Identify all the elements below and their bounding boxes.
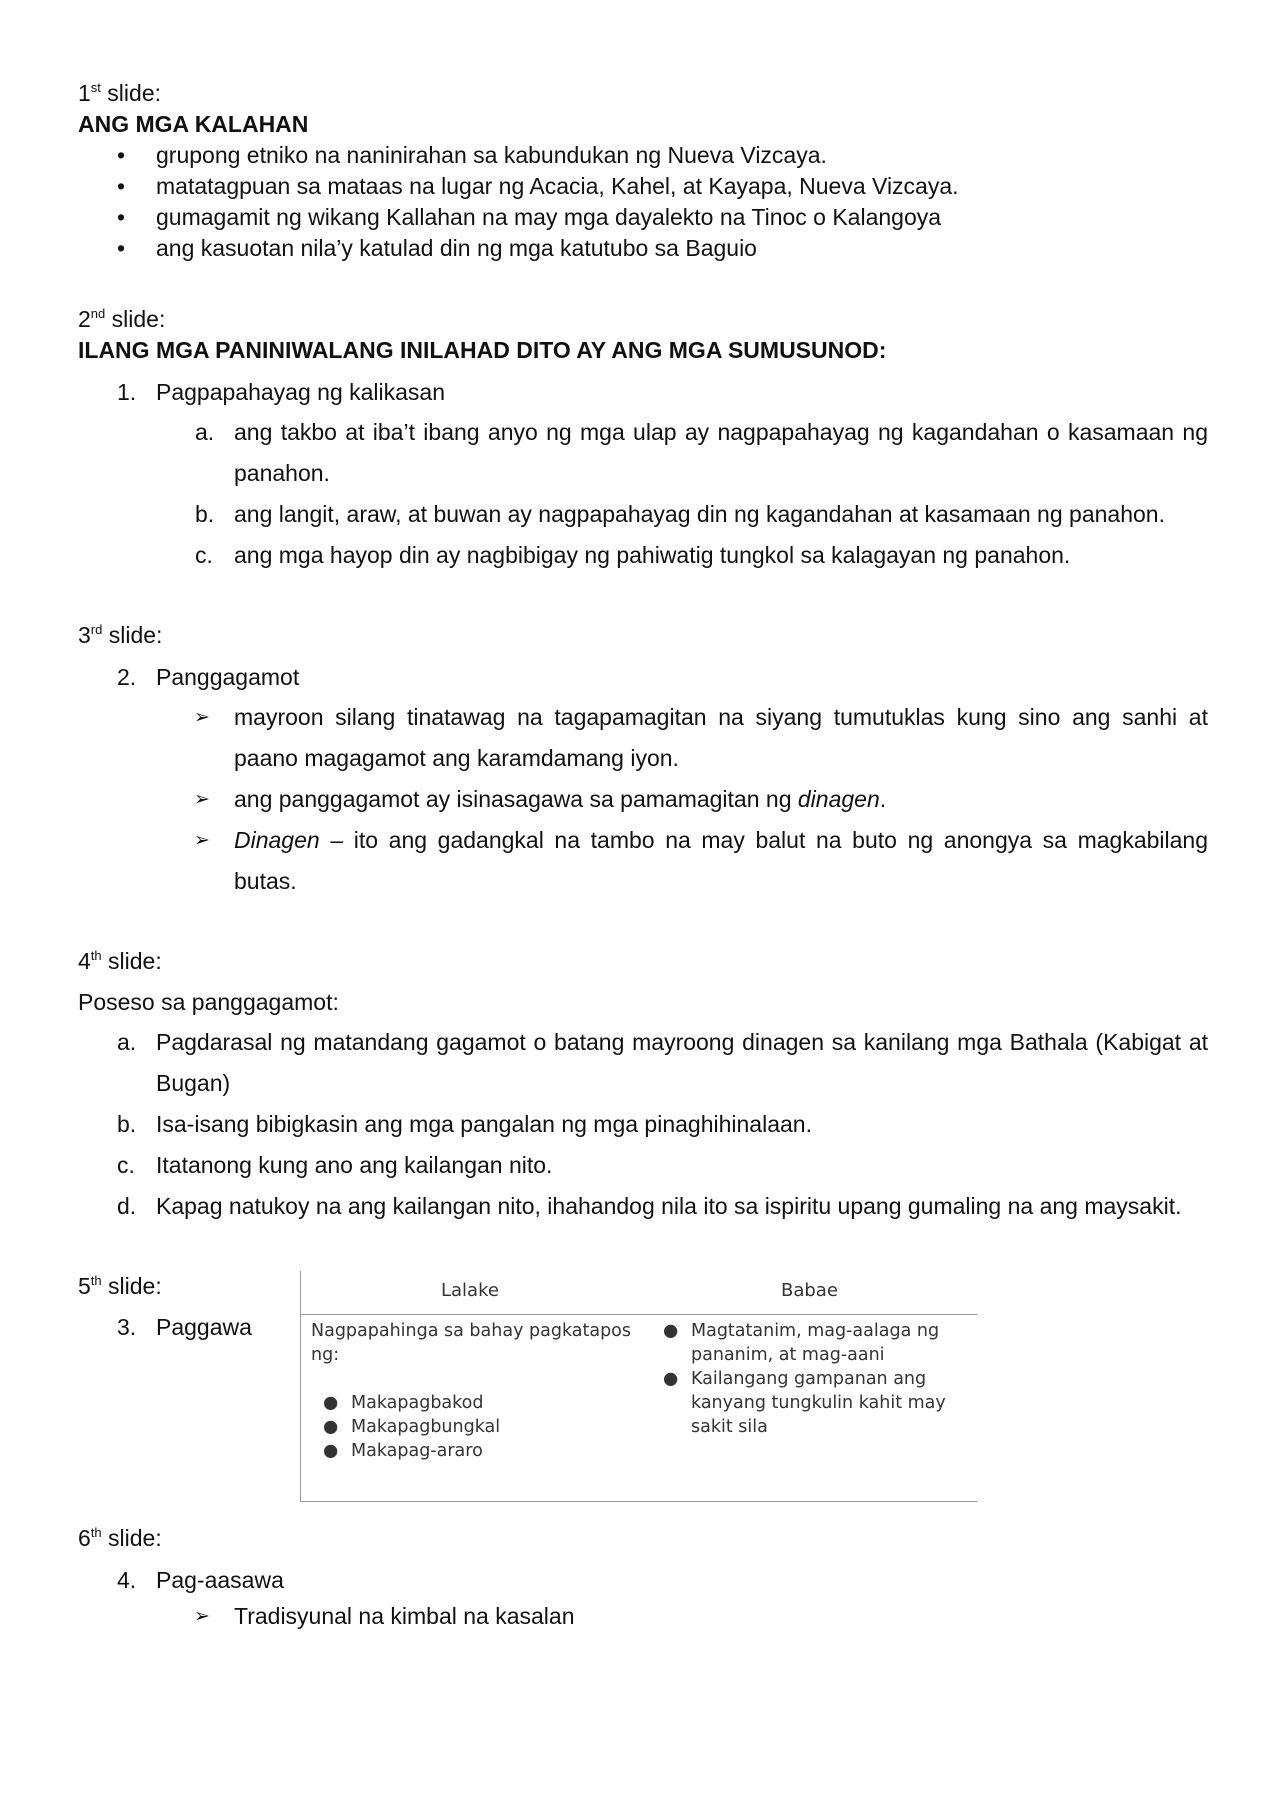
arrow-bullet-icon: ➢ [194,1606,210,1627]
numbered-item-4: 4. Pag-aasawa [117,1567,284,1593]
table-cell-babae [651,1319,971,1439]
list-item: d. Kapag natukoy na ang kailangan nito, ihahandog nila ito sa ispiritu upang gumaling na ang maysakit. [117,1193,1182,1219]
list-item: b. Isa-isang bibigkasin ang mga pangalan ng mga pinaghihinalaan. [117,1111,812,1137]
bullet-icon: ● [323,1417,339,1437]
slide2-sublist [78,412,1208,576]
numbered-item-2: 2. Panggagamot [117,664,300,690]
arrow-bullet-icon: ➢ [194,707,210,728]
list-item: b. ang langit, araw, at buwan ay nagpapahayag din ng kagandahan at kasamaan ng panahon. [195,501,1165,527]
bullet-icon: • [117,173,126,199]
list-item: ● Magtatanim, mag-aalaga ng pananim, at mag-aani [663,1321,940,1365]
list-item: ● Makapagbakod [323,1393,484,1413]
numbered-item-1: 1. Pagpapahayag ng kalikasan [117,379,446,405]
slide1-bullets [78,140,1208,264]
slide-label-1: 1st slide: [78,80,162,106]
list-item: a. ang takbo at iba’t ibang anyo ng mga ulap ay nagpapahayag ng kagandahan o kasamaan ng panahon. [195,419,1208,486]
list-item: ● Makapagbungkal [323,1417,501,1437]
slide6-sublist [78,1596,1208,1637]
work-roles-table [300,1271,977,1502]
slide4-procedure-list [78,1022,1208,1227]
slide-label-4: 4th slide: [78,948,162,974]
slide-label-2: 2nd slide: [78,306,166,332]
list-item: • gumagamit ng wikang Kallahan na may mga dayalekto na Tinoc o Kalangoya [78,202,1208,233]
list-item: • matatagpuan sa mataas na lugar ng Acacia, Kahel, at Kayapa, Nueva Vizcaya. [78,171,1208,202]
slide-label-3: 3rd slide: [78,622,163,648]
table-header-lalake: Lalake [441,1280,499,1301]
bullet-icon: ● [663,1321,679,1341]
bullet-icon: • [117,142,126,168]
document-page [78,78,1208,1637]
list-item: ➢ Dinagen – ito ang gadangkal na tambo na may balut na buto ng anongya sa magkabilang butas. [78,820,1208,902]
bullet-icon: • [117,204,126,230]
slide2-heading: ILANG MGA PANINIWALANG INILAHAD DITO AY ANG MGA SUMUSUNOD: [78,337,887,363]
list-item: ● Makapag-araro [323,1441,483,1461]
list-item: c. Itatanong kung ano ang kailangan nito. [117,1152,553,1178]
arrow-bullet-icon: ➢ [194,830,210,851]
table-header-babae: Babae [781,1280,838,1301]
list-item: ➢ Tradisyunal na kimbal na kasalan [78,1596,1208,1637]
table-divider [301,1314,977,1315]
list-item: ➢ mayroon silang tinatawag na tagapamagitan na siyang tumutuklas kung sino ang sanhi at paano magagamot ang karamdamang iyon. [78,697,1208,779]
slide5-section [78,1271,1208,1515]
list-item: • ang kasuotan nila’y katulad din ng mga katutubo sa Baguio [78,233,1208,264]
numbered-item-3: 3. Paggawa [117,1314,252,1340]
list-item: ➢ ang panggagamot ay isinasagawa sa pamamagitan ng dinagen. [78,779,1208,820]
slide4-intro: Poseso sa panggagamot: [78,989,339,1015]
slide3-sublist [78,697,1208,902]
table-cell-lalake: Nagpapahinga sa bahay pagkatapos ng: ● Makapagbakod ● Makapagbungkal ● Makapag-araro [311,1319,641,1463]
bullet-icon: • [117,235,126,261]
slide1-heading: ANG MGA KALAHAN [78,111,309,137]
list-item: a. Pagdarasal ng matandang gagamot o batang mayroong dinagen sa kanilang mga Bathala (Kabigat at Bugan) [117,1029,1208,1096]
slide-label-5: 5th slide: [78,1273,162,1299]
slide-label-6: 6th slide: [78,1525,162,1551]
bullet-icon: ● [663,1369,679,1389]
bullet-icon: ● [323,1441,339,1461]
list-item: c. ang mga hayop din ay nagbibigay ng pahiwatig tungkol sa kalagayan ng panahon. [195,542,1071,568]
list-item: ● Kailangang gampanan ang kanyang tungkulin kahit may sakit sila [663,1369,946,1437]
arrow-bullet-icon: ➢ [194,789,210,810]
bullet-icon: ● [323,1393,339,1413]
list-item: • grupong etniko na naninirahan sa kabundukan ng Nueva Vizcaya. [78,140,1208,171]
